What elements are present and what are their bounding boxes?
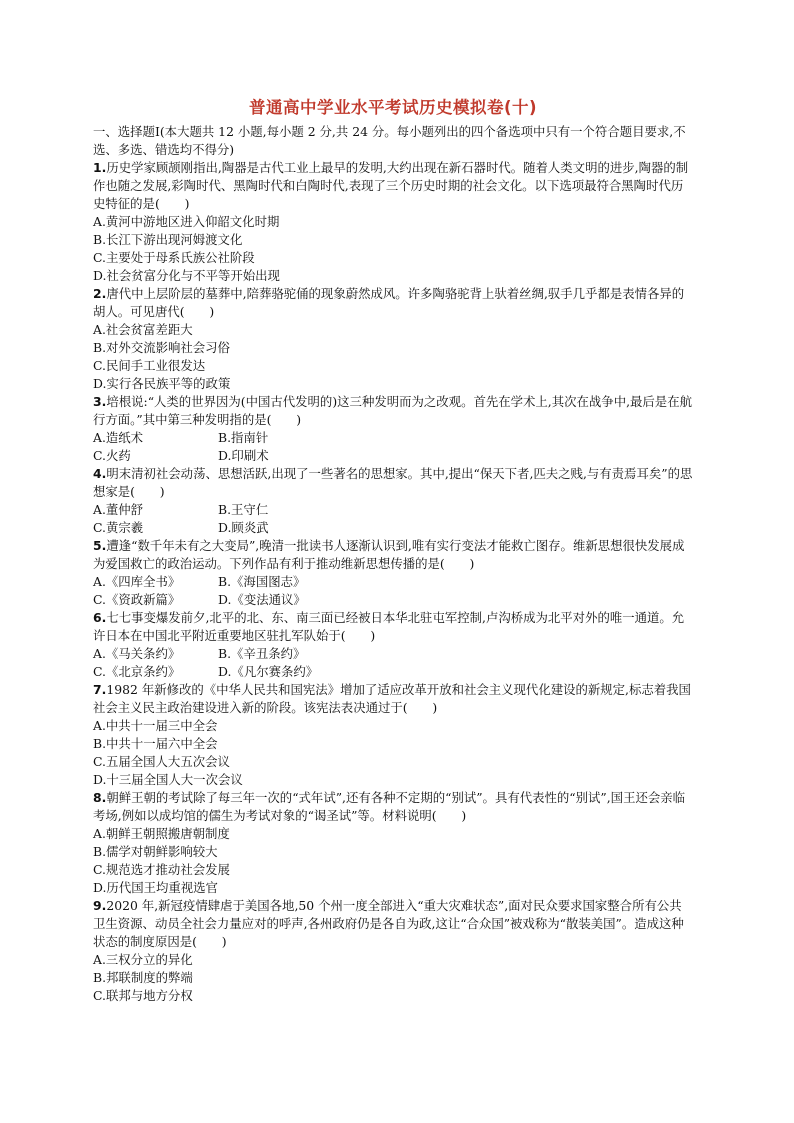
question-number: 4. <box>93 466 107 481</box>
question-text: 遭逢“数千年未有之大变局”,晚清一批读书人逐渐认识到,唯有实行变法才能救亡图存。维新思想很快发展成为爱国救亡的政治运动。下列作品有利于推动维新思想传播的是( ) <box>93 538 685 571</box>
answer-option: D.十三届全国人大一次会议 <box>93 772 243 787</box>
section-heading: 一、选择题Ⅰ(本大题共 12 小题,每小题 2 分,共 24 分。每小题列出的四个备选项中只有一个符合题目要求,不选、多选、错选均不得分) <box>93 124 686 157</box>
answer-option: A.中共十一届三中全会 <box>93 718 218 733</box>
answer-option: D.《凡尔赛条约》 <box>218 664 319 679</box>
exam-title: 普通高中学业水平考试历史模拟卷(十) <box>248 98 538 117</box>
question-stem <box>93 681 693 717</box>
question-stem <box>93 609 693 645</box>
answer-option: A.三权分立的异化 <box>93 952 193 967</box>
answer-option: A.造纸术 <box>93 430 144 445</box>
question-number: 6. <box>93 610 107 625</box>
question-text: 1982 年新修改的《中华人民共和国宪法》增加了适应改革开放和社会主义现代化建设的新规定,标志着我国社会主义民主政治建设进入新的阶段。该宪法表决通过于( ) <box>93 682 691 715</box>
answer-option: A.董仲舒 <box>93 502 144 517</box>
exam-page <box>93 97 693 1005</box>
question-text: 2020 年,新冠疫情肆虐于美国各地,50 个州一度全部进入“重大灾难状态”,面对民众要求国家整合所有公共卫生资源、动员全社会力量应对的呼声,各州政府仍是各自为政,这让“合众国”被戏称为“散装美国”。造成这种状态的制度原因是( ) <box>93 898 684 949</box>
question-text: 唐代中上层阶层的墓葬中,陪葬骆驼俑的现象蔚然成风。许多陶骆驼背上驮着丝绸,驭手几乎都是表情各异的胡人。可见唐代( ) <box>93 286 685 319</box>
question-number: 7. <box>93 682 107 697</box>
answer-option: B.《辛丑条约》 <box>218 646 306 661</box>
answer-option: C.火药 <box>93 448 131 463</box>
option-row <box>93 447 693 465</box>
answer-option: B.儒学对朝鲜影响较大 <box>93 844 218 859</box>
option-row <box>93 501 693 519</box>
question-number: 1. <box>93 160 107 175</box>
option-row <box>93 573 693 591</box>
answer-option: B.长江下游出现河姆渡文化 <box>93 232 243 247</box>
question-stem <box>93 897 693 951</box>
question-stem <box>93 537 693 573</box>
question-stem <box>93 393 693 429</box>
option-row <box>93 591 693 609</box>
option-row <box>93 429 693 447</box>
answer-option: C.《北京条约》 <box>93 664 181 679</box>
answer-option: A.《马关条约》 <box>93 646 181 661</box>
question-text: 历史学家顾颉刚指出,陶器是古代工业上最早的发明,大约出现在新石器时代。随着人类文明的进步,陶器的制作也随之发展,彩陶时代、黑陶时代和白陶时代,表现了三个历史时期的社会文化。以下选项最符合黑陶时代历史特征的是( ) <box>93 160 689 211</box>
question-text: 朝鲜王朝的考试除了每三年一次的“式年试”,还有各种不定期的“别试”。具有代表性的“别试”,国王还会亲临考场,例如以成均馆的儒生为考试对象的“谒圣试”等。材料说明( ) <box>93 790 686 823</box>
question-number: 9. <box>93 898 107 913</box>
question-text: 七七事变爆发前夕,北平的北、东、南三面已经被日本华北驻屯军控制,卢沟桥成为北平对外的唯一通道。允许日本在中国北平附近重要地区驻扎军队始于( ) <box>93 610 685 643</box>
answer-option: C.规范选才推动社会发展 <box>93 862 230 877</box>
question-text: 明末清初社会动荡、思想活跃,出现了一些著名的思想家。其中,提出“保天下者,匹夫之贱,与有责焉耳矣”的思想家是( ) <box>93 466 693 499</box>
question-number: 8. <box>93 790 107 805</box>
answer-option: C.五届全国人大五次会议 <box>93 754 230 769</box>
option-row <box>93 519 693 537</box>
question-number: 5. <box>93 538 107 553</box>
question-text: 培根说:“人类的世界因为(中国古代发明的)这三种发明而为之改观。首先在学术上,其次在战争中,最后是在航行方面。”其中第三种发明指的是( ) <box>93 394 692 427</box>
answer-option: A.朝鲜王朝照搬唐朝制度 <box>93 826 230 841</box>
answer-option: D.历代国王均重视选官 <box>93 880 218 895</box>
answer-option: D.《变法通议》 <box>218 592 306 607</box>
answer-option: C.联邦与地方分权 <box>93 988 193 1003</box>
question-stem <box>93 465 693 501</box>
question-number: 3. <box>93 394 107 409</box>
answer-option: A.《四库全书》 <box>93 574 181 589</box>
answer-option: B.《海国图志》 <box>218 574 306 589</box>
answer-option: B.邦联制度的弊端 <box>93 970 193 985</box>
question-list <box>93 159 693 1005</box>
answer-option: B.王守仁 <box>218 502 269 517</box>
answer-option: D.顾炎武 <box>218 520 269 535</box>
answer-option: C.黄宗羲 <box>93 520 144 535</box>
option-row <box>93 663 693 681</box>
answer-option: A.社会贫富差距大 <box>93 322 193 337</box>
question-number: 2. <box>93 286 107 301</box>
answer-option: D.印刷术 <box>218 448 269 463</box>
answer-option: C.《资政新篇》 <box>93 592 181 607</box>
answer-option: D.社会贫富分化与不平等开始出现 <box>93 268 280 283</box>
answer-option: B.对外交流影响社会习俗 <box>93 340 230 355</box>
question-stem <box>93 285 693 321</box>
answer-option: C.民间手工业很发达 <box>93 358 206 373</box>
question-stem <box>93 789 693 825</box>
answer-option: C.主要处于母系氏族公社阶段 <box>93 250 255 265</box>
option-row <box>93 645 693 663</box>
answer-option: A.黄河中游地区进入仰韶文化时期 <box>93 214 280 229</box>
answer-option: B.中共十一届六中全会 <box>93 736 218 751</box>
answer-option: B.指南针 <box>218 430 269 445</box>
question-stem <box>93 159 693 213</box>
answer-option: D.实行各民族平等的政策 <box>93 376 231 391</box>
